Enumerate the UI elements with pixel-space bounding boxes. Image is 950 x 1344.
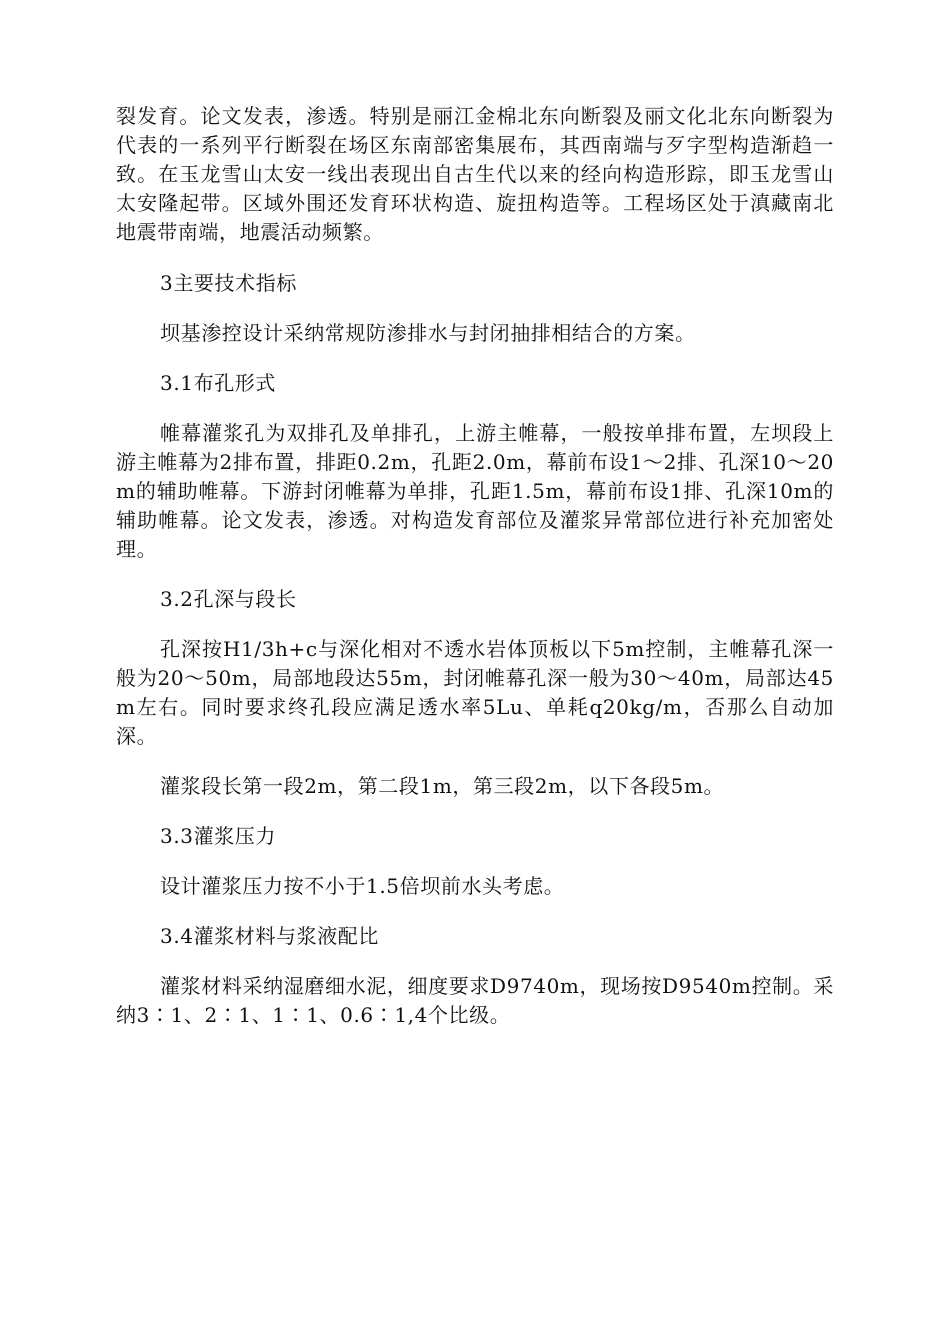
section-heading-hole-layout: 3.1布孔形式 <box>160 371 277 395</box>
section-heading-grouting-materials: 3.4灌浆材料与浆液配比 <box>160 924 380 948</box>
section-heading-main-technical-indicators: 3主要技术指标 <box>160 271 297 295</box>
paragraph-hole-layout: 帷幕灌浆孔为双排孔及单排孔，上游主帷幕，一般按单排布置，左坝段上游主帷幕为2排布置，排距0.2m，孔距2.0m，幕前布设1～2排、孔深10～20m的辅助帷幕。下游封闭帷幕为单排，孔距1.5m，幕前布设1排、孔深10m的辅助帷幕。论文发表，渗透。对构造发育部位及灌浆异常部位进行补充加密处理。 <box>116 421 834 561</box>
paragraph-grouting-materials: 灌浆材料采纳湿磨细水泥，细度要求D9740m，现场按D9540m控制。采纳3∶1、2∶1、1∶1、0.6∶1,4个比级。 <box>116 974 834 1027</box>
paragraph-geology-continued: 裂发育。论文发表，渗透。特别是丽江金棉北东向断裂及丽文化北东向断裂为代表的一系列平行断裂在场区东南部密集展布，其西南端与歹字型构造渐趋一致。在玉龙雪山太安一线出表现出自古生代以来的经向构造形踪，即玉龙雪山太安隆起带。区域外围还发育环状构造、旋扭构造等。工程场区处于滇藏南北地震带南端，地震活动频繁。 <box>116 104 834 244</box>
document-body <box>116 102 834 1030</box>
paragraph-grouting-pressure: 设计灌浆压力按不小于1.5倍坝前水头考虑。 <box>160 874 565 898</box>
section-heading-grouting-pressure: 3.3灌浆压力 <box>160 824 277 848</box>
section-heading-hole-depth-segment-length: 3.2孔深与段长 <box>160 587 297 611</box>
paragraph-hole-depth: 孔深按H1/3h+c与深化相对不透水岩体顶板以下5m控制，主帷幕孔深一般为20～50m，局部地段达55m，封闭帷幕孔深一般为30～40m，局部达45m左右。同时要求终孔段应满足透水率5Lu、单耗q20kg/m，否那么自动加深。 <box>116 637 834 748</box>
paragraph-segment-length: 灌浆段长第一段2m，第二段1m，第三段2m，以下各段5m。 <box>160 774 725 798</box>
paragraph-seepage-control-scheme: 坝基渗控设计采纳常规防渗排水与封闭抽排相结合的方案。 <box>160 321 696 345</box>
